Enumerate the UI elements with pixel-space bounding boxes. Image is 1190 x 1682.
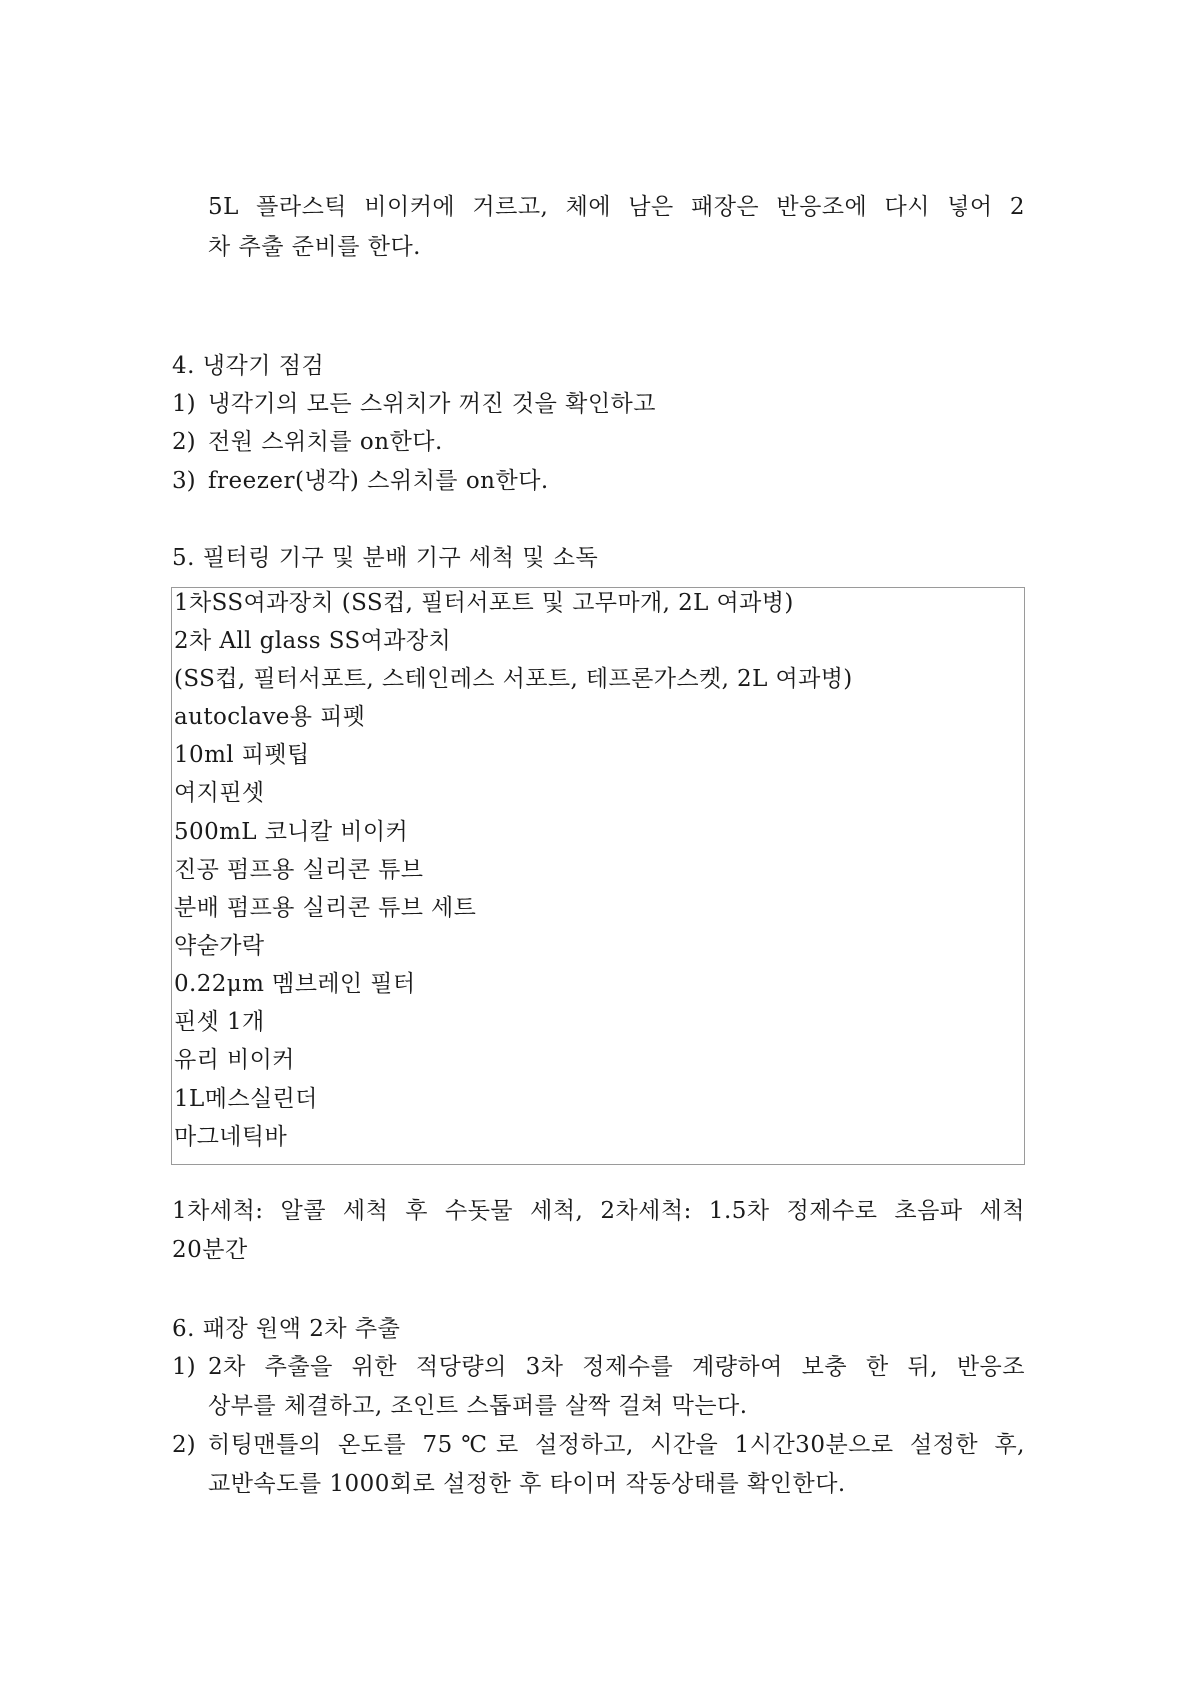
equipment-row: 1L메스실린더	[174, 1086, 318, 1112]
equipment-row: 0.22μm 멤브레인 필터	[174, 971, 416, 997]
intro-line-2: 차 추출 준비를 한다.	[208, 234, 421, 260]
equipment-row: 500mL 코니칼 비이커	[174, 819, 409, 845]
intro-line-1: 5L 플라스틱 비이커에 거르고, 체에 남은 패장은 반응조에 다시 넣어 2	[208, 194, 1025, 220]
equipment-row: 1차SS여과장치 (SS컵, 필터서포트 및 고무마개, 2L 여과병)	[174, 590, 794, 616]
item-number: 1)	[172, 1354, 196, 1380]
equipment-row: autoclave용 피펫	[174, 704, 366, 730]
item-number: 2)	[172, 429, 196, 455]
equipment-row: 10ml 피펫팁	[174, 742, 310, 768]
item-number: 1)	[172, 391, 196, 417]
wash-line-2: 20분간	[172, 1237, 248, 1263]
section-5-heading: 5. 필터링 기구 및 분배 기구 세척 및 소독	[172, 545, 599, 571]
item-number: 3)	[172, 468, 196, 494]
wash-line-1: 1차세척: 알콜 세척 후 수돗물 세척, 2차세척: 1.5차 정제수로 초음파 세척	[172, 1198, 1025, 1224]
equipment-row: 약숟가락	[174, 933, 265, 959]
item-text-line-2: 교반속도를 1000회로 설정한 후 타이머 작동상태를 확인한다.	[208, 1471, 846, 1497]
equipment-table	[171, 587, 1025, 1165]
item-text: 전원 스위치를 on한다.	[208, 429, 443, 455]
item-text-line-1: 히팅맨틀의 온도를 75℃로 설정하고, 시간을 1시간30분으로 설정한 후,	[208, 1432, 1025, 1458]
item-text-line-1: 2차 추출을 위한 적당량의 3차 정제수를 계량하여 보충 한 뒤, 반응조	[208, 1354, 1025, 1380]
section-4-heading: 4. 냉각기 점검	[172, 353, 325, 379]
equipment-row: 마그네틱바	[174, 1124, 288, 1150]
equipment-row: 2차 All glass SS여과장치	[174, 628, 452, 654]
item-text: 냉각기의 모든 스위치가 꺼진 것을 확인하고	[208, 391, 656, 417]
section-6-heading: 6. 패장 원액 2차 추출	[172, 1316, 401, 1342]
item-number: 2)	[172, 1432, 196, 1458]
equipment-row: 분배 펌프용 실리콘 튜브 세트	[174, 895, 477, 921]
equipment-row: (SS컵, 필터서포트, 스테인레스 서포트, 테프론가스켓, 2L 여과병)	[174, 666, 853, 692]
equipment-row: 여지핀셋	[174, 780, 265, 806]
equipment-row: 유리 비이커	[174, 1047, 295, 1073]
item-text: freezer(냉각) 스위치를 on한다.	[208, 468, 549, 494]
equipment-row: 진공 펌프용 실리콘 튜브	[174, 857, 424, 883]
item-text-line-2: 상부를 체결하고, 조인트 스톱퍼를 살짝 걸쳐 막는다.	[208, 1393, 748, 1419]
equipment-row: 핀셋 1개	[174, 1009, 265, 1035]
